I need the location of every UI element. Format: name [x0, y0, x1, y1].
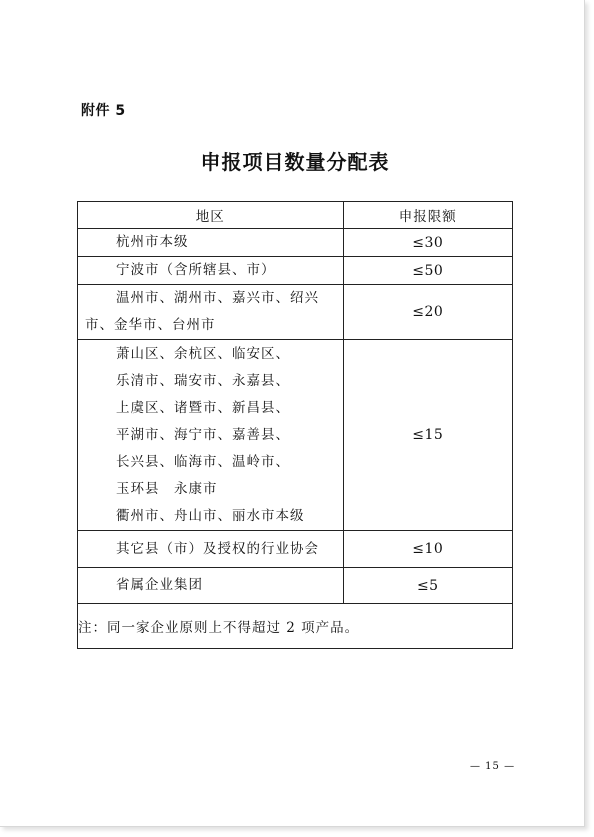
region-line: 市、金华市、台州市	[85, 317, 216, 333]
region-line: 省属企业集团	[116, 577, 203, 593]
table-row	[78, 568, 513, 604]
region-line: 杭州市本级	[116, 234, 189, 250]
limit-cell: ≤30	[343, 229, 512, 257]
header-limit: 申报限额	[343, 202, 512, 229]
table-row	[78, 285, 513, 340]
region-cell	[78, 340, 344, 531]
region-cell	[78, 285, 344, 340]
table-row	[78, 229, 513, 257]
limit-cell: ≤10	[343, 531, 512, 568]
table-header-row	[78, 202, 513, 229]
limit-cell: ≤20	[343, 285, 512, 340]
table-row	[78, 340, 513, 531]
region-line: 上虞区、诸暨市、新昌县、	[116, 399, 290, 416]
region-cell	[78, 229, 344, 257]
header-region: 地区	[78, 202, 344, 229]
region-line: 长兴县、临海市、温岭市、	[116, 453, 290, 470]
region-line: 衢州市、舟山市、丽水市本级	[116, 507, 305, 524]
page-title: 申报项目数量分配表	[200, 150, 390, 174]
page-number: — 15 —	[470, 761, 516, 772]
region-line: 萧山区、余杭区、临安区、	[116, 345, 290, 362]
region-line: 温州市、湖州市、嘉兴市、绍兴	[116, 290, 319, 306]
region-line: 乐清市、瑞安市、永嘉县、	[116, 372, 290, 389]
region-line: 其它县（市）及授权的行业协会	[116, 540, 319, 557]
region-line: 平湖市、海宁市、嘉善县、	[116, 426, 290, 443]
limit-cell: ≤50	[343, 257, 512, 285]
allocation-table	[77, 201, 513, 649]
table-row	[78, 531, 513, 568]
limit-cell: ≤15	[343, 340, 512, 531]
table-row	[78, 257, 513, 285]
region-cell	[78, 568, 344, 604]
region-cell	[78, 257, 344, 285]
table-note: 注：同一家企业原则上不得超过 2 项产品。	[78, 604, 513, 649]
note-row	[78, 604, 513, 649]
region-line: 玉环县 永康市	[116, 480, 218, 497]
limit-cell: ≤5	[343, 568, 512, 604]
region-line: 宁波市（含所辖县、市）	[116, 262, 276, 278]
annex-label: 附件 5	[81, 103, 126, 119]
region-cell	[78, 531, 344, 568]
